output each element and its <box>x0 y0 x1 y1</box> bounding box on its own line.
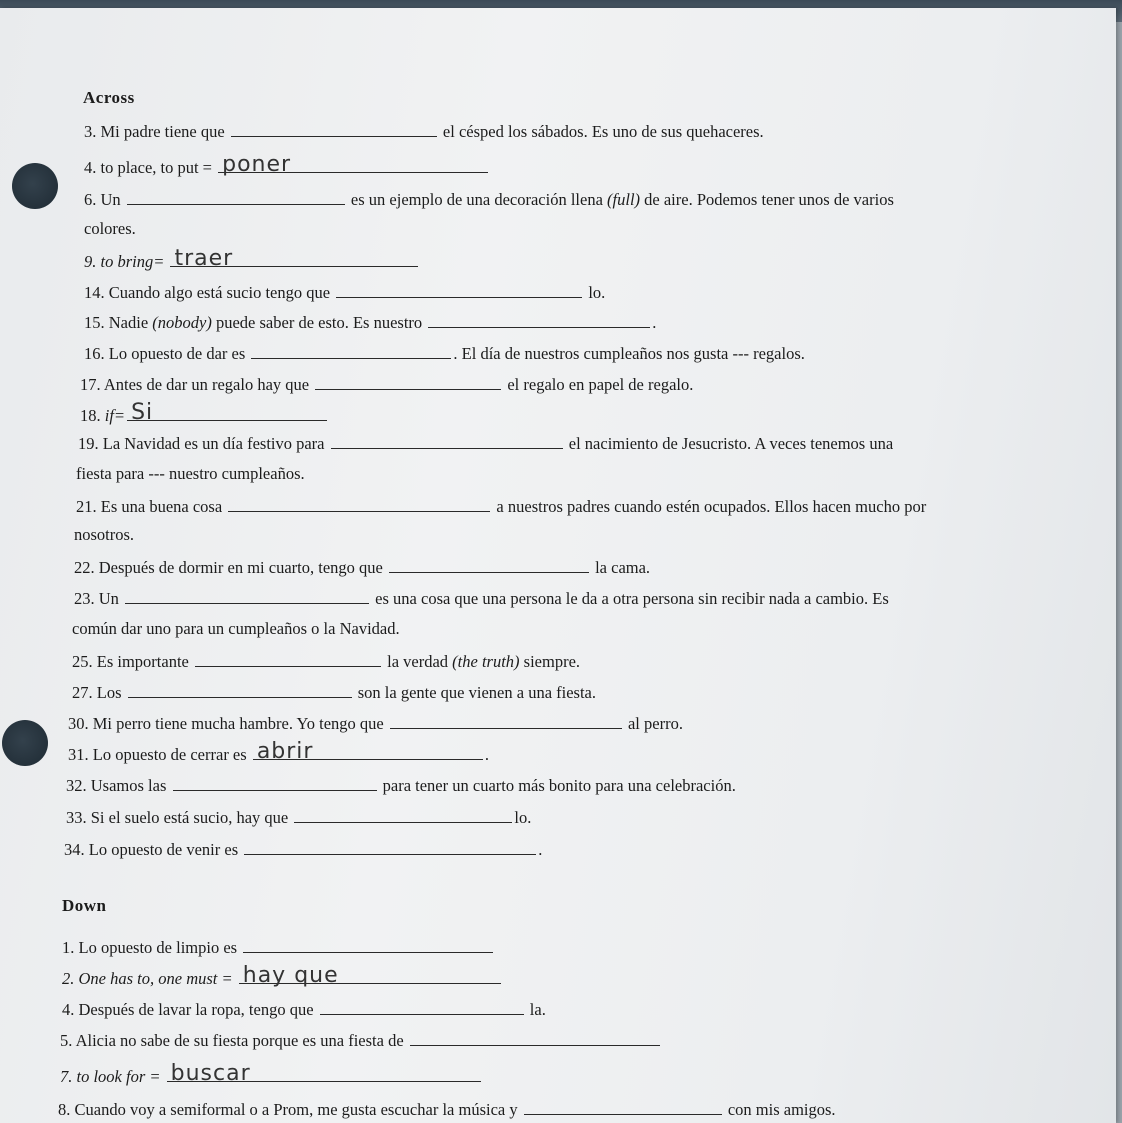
clue-across-21-cont: nosotros. <box>74 525 135 544</box>
clue-across-19: 19. La Navidad es un día festivo para el nacimiento de Jesucristo. A veces tenemos una <box>78 434 894 453</box>
answer-blank-27[interactable] <box>128 681 352 698</box>
handwritten-answer-18: Si <box>131 400 154 425</box>
answer-blank-34[interactable] <box>244 838 536 855</box>
answer-blank-16[interactable] <box>251 342 451 359</box>
clue-down-7: 7. to look for = buscar <box>60 1065 483 1087</box>
clue-across-32: 32. Usamos las para tener un cuarto más bonito para una celebración. <box>66 776 736 795</box>
handwritten-answer-9: traer <box>174 246 234 271</box>
answer-blank-23[interactable] <box>125 587 369 604</box>
answer-blank-6[interactable] <box>127 188 345 205</box>
answer-blank-d5[interactable] <box>410 1029 660 1046</box>
answer-blank-4[interactable] <box>218 152 488 177</box>
clue-across-14: 14. Cuando algo está sucio tengo que lo. <box>84 283 606 302</box>
answer-blank-21[interactable] <box>228 495 490 512</box>
answer-blank-32[interactable] <box>173 774 377 791</box>
answer-blank-d7[interactable] <box>167 1061 481 1086</box>
answer-blank-18[interactable] <box>127 400 327 425</box>
down-heading: Down <box>62 896 107 915</box>
clue-across-23: 23. Un es una cosa que una persona le da a otra persona sin recibir nada a cambio. Es <box>74 589 889 608</box>
clue-across-27: 27. Los son la gente que vienen a una fiesta. <box>72 683 596 702</box>
clue-across-21: 21. Es una buena cosa a nuestros padres cuando estén ocupados. Ellos hacen mucho por <box>76 497 927 516</box>
clue-across-16: 16. Lo opuesto de dar es . El día de nuestros cumpleaños nos gusta --- regalos. <box>84 344 805 363</box>
clue-down-1: 1. Lo opuesto de limpio es <box>62 936 495 958</box>
clue-across-3: 3. Mi padre tiene que el césped los sábados. Es uno de sus quehaceres. <box>84 122 764 141</box>
answer-blank-14[interactable] <box>336 281 582 298</box>
clue-down-8: 8. Cuando voy a semiformal o a Prom, me gusta escuchar la música y con mis amigos. <box>58 1100 836 1119</box>
clue-across-31: 31. Lo opuesto de cerrar es abrir . <box>68 739 489 764</box>
answer-blank-33[interactable] <box>294 806 512 823</box>
clue-down-5: 5. Alicia no sabe de su fiesta porque es una fiesta de <box>60 1029 662 1051</box>
clue-across-33: 33. Si el suelo está sucio, hay que lo. <box>66 808 532 827</box>
answer-blank-22[interactable] <box>389 556 589 573</box>
handwritten-answer-31: abrir <box>256 739 314 764</box>
clue-across-18: 18. if= Si <box>80 404 329 426</box>
answer-blank-d4[interactable] <box>320 998 524 1015</box>
clue-across-30: 30. Mi perro tiene mucha hambre. Yo tengo que al perro. <box>68 714 683 733</box>
clue-across-34: 34. Lo opuesto de venir es . <box>64 840 543 859</box>
answer-blank-9[interactable] <box>170 246 418 271</box>
answer-blank-3[interactable] <box>231 120 437 137</box>
clue-down-4: 4. Después de lavar la ropa, tengo que la. <box>62 1000 546 1019</box>
across-heading: Across <box>83 88 135 107</box>
clue-across-22: 22. Después de dormir en mi cuarto, tengo que la cama. <box>74 558 651 577</box>
answer-blank-17[interactable] <box>315 373 501 390</box>
answer-blank-25[interactable] <box>195 650 381 667</box>
answer-blank-d2[interactable] <box>239 963 501 988</box>
punch-hole-bottom <box>2 720 48 766</box>
clue-across-6: 6. Un es un ejemplo de una decoración llena (full) de aire. Podemos tener unos de varios <box>84 190 894 209</box>
clue-across-23-cont: común dar uno para un cumpleaños o la Navidad. <box>72 619 400 638</box>
answer-blank-19[interactable] <box>331 432 563 449</box>
answer-blank-30[interactable] <box>390 712 622 729</box>
worksheet-paper <box>0 8 1116 1123</box>
answer-blank-d8[interactable] <box>524 1098 722 1115</box>
clue-down-2: 2. One has to, one must = hay que <box>62 967 503 989</box>
clue-across-19-cont: fiesta para --- nuestro cumpleaños. <box>76 464 305 483</box>
clue-across-25: 25. Es importante la verdad (the truth) siempre. <box>72 652 581 671</box>
clue-across-15: 15. Nadie (nobody) puede saber de esto. Es nuestro . <box>84 313 657 332</box>
clue-across-9: 9. to bring= traer <box>84 250 420 272</box>
clue-across-17: 17. Antes de dar un regalo hay que el regalo en papel de regalo. <box>80 375 694 394</box>
answer-blank-d1[interactable] <box>243 936 493 953</box>
clue-across-4: 4. to place, to put = poner <box>84 156 490 178</box>
punch-hole-top <box>12 163 58 209</box>
handwritten-answer-d7: buscar <box>170 1061 251 1086</box>
answer-blank-15[interactable] <box>428 311 650 328</box>
handwritten-answer-d2: hay que <box>242 963 339 988</box>
handwritten-answer-4: poner <box>222 152 292 177</box>
clue-across-6-cont: colores. <box>84 219 136 238</box>
